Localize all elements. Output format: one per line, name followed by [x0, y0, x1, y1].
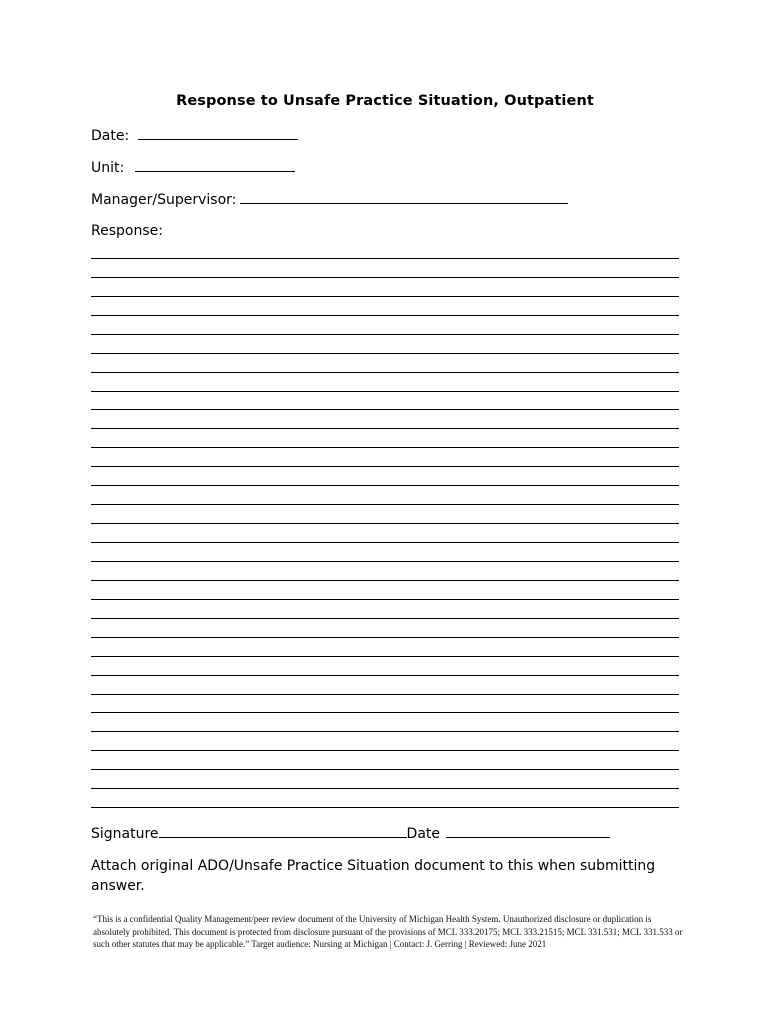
- response-line[interactable]: [91, 638, 679, 657]
- response-line[interactable]: [91, 448, 679, 467]
- manager-field-row: [91, 191, 568, 208]
- date-label: Date:: [91, 128, 130, 144]
- signature-row: [91, 825, 610, 842]
- date-input-line[interactable]: [138, 127, 298, 140]
- response-line[interactable]: [91, 335, 679, 354]
- unit-field-row: [91, 159, 295, 176]
- manager-input-line[interactable]: [240, 191, 568, 204]
- attach-instruction: Attach original ADO/Unsafe Practice Situation document to this when submitting answer.: [91, 858, 656, 894]
- response-line[interactable]: [91, 789, 679, 808]
- response-line[interactable]: [91, 751, 679, 770]
- response-line[interactable]: [91, 581, 679, 600]
- response-line[interactable]: [91, 373, 679, 392]
- response-line[interactable]: [91, 467, 679, 486]
- response-line[interactable]: [91, 410, 679, 429]
- page-title: Response to Unsafe Practice Situation, Outpatient: [176, 93, 594, 109]
- response-line[interactable]: [91, 505, 679, 524]
- response-line[interactable]: [91, 486, 679, 505]
- manager-label: Manager/Supervisor:: [91, 192, 237, 208]
- response-line[interactable]: [91, 259, 679, 278]
- response-line[interactable]: [91, 429, 679, 448]
- response-line[interactable]: [91, 676, 679, 695]
- response-line[interactable]: [91, 316, 679, 335]
- response-line[interactable]: [91, 543, 679, 562]
- response-line[interactable]: [91, 657, 679, 676]
- unit-label: Unit:: [91, 160, 125, 176]
- response-label-row: [91, 223, 163, 239]
- response-lines[interactable]: [91, 240, 679, 808]
- response-line[interactable]: [91, 524, 679, 543]
- response-line[interactable]: [91, 240, 679, 259]
- response-line[interactable]: [91, 619, 679, 638]
- response-line[interactable]: [91, 562, 679, 581]
- date-field-row: [91, 127, 298, 144]
- signature-date-label: Date: [406, 826, 441, 842]
- signature-date-input-line[interactable]: [446, 825, 610, 838]
- response-line[interactable]: [91, 770, 679, 789]
- response-line[interactable]: [91, 392, 679, 411]
- signature-label: Signature: [91, 826, 159, 842]
- response-label: Response:: [91, 223, 163, 239]
- response-line[interactable]: [91, 713, 679, 732]
- response-line[interactable]: [91, 695, 679, 714]
- response-line[interactable]: [91, 732, 679, 751]
- response-line[interactable]: [91, 278, 679, 297]
- response-line[interactable]: [91, 600, 679, 619]
- confidentiality-footer: “This is a confidential Quality Management/peer review document of the University of Michigan Health System. Unauthorized disclosure or duplication is absolutely prohibited. This document is protected from disclosure pursuant of the provisions of MCL 333.20175; MCL 333.21515; MCL 331.531; MCL 331.533 or such other statutes that may be applicable.” Target audience: Nursing at Michigan | Contact: J. Gerring | Reviewed: June 2021: [93, 914, 683, 949]
- response-line[interactable]: [91, 354, 679, 373]
- response-line[interactable]: [91, 297, 679, 316]
- unit-input-line[interactable]: [135, 159, 295, 172]
- signature-input-line[interactable]: [159, 825, 407, 838]
